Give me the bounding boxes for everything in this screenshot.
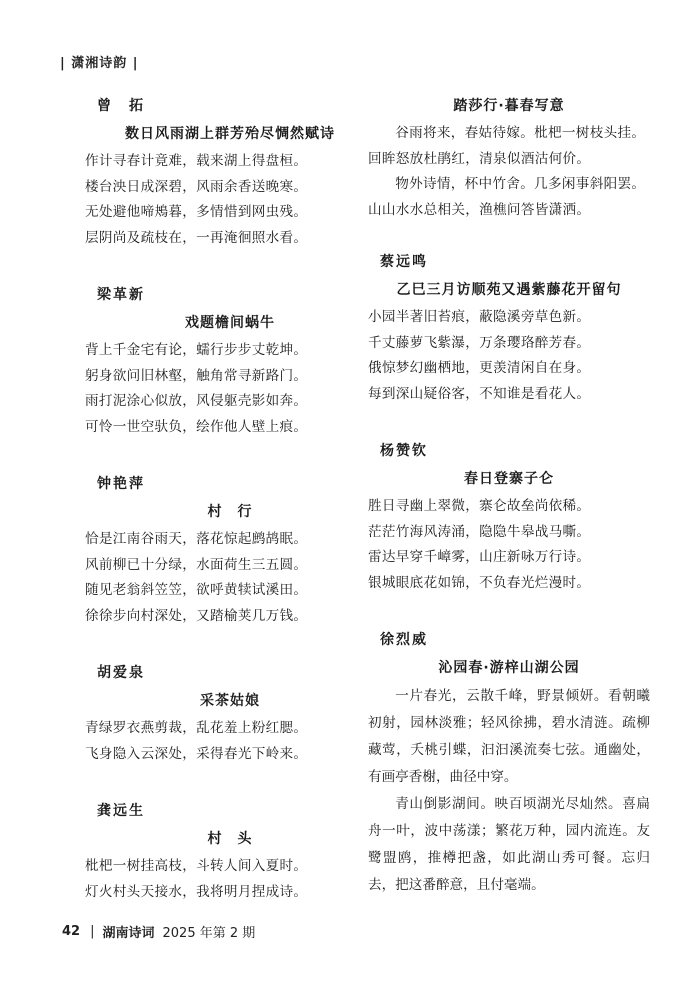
poem-line: 千丈藤萝飞紫瀑，万条璎珞醉芳春。	[368, 334, 591, 351]
poem-line: 银城眼底花如锦，不负春光烂漫时。	[368, 574, 591, 591]
poem-title: 沁园春·游梓山湖公园	[438, 660, 580, 676]
poem-title: 踏莎行·暮春写意	[453, 98, 565, 114]
poem	[368, 440, 650, 596]
poem-line: 谷雨将来，春姑待嫁。枇杷一树枝头挂。	[395, 125, 646, 141]
poem-line: 枇杷一树挂高枝，斗转人间入夏时。	[85, 858, 308, 874]
poem-line: 躬身欲问旧林壑，触角常寻新路门。	[85, 367, 308, 384]
poem	[85, 662, 375, 767]
poem-line: 茫茫竹海风涛涌，隐隐牛皋战马嘶。	[368, 523, 591, 540]
poem	[368, 95, 650, 223]
poem-line: 作计寻春计竟难，载来湖上得盘桓。	[85, 153, 308, 169]
poem-line: 山山水水总相关，渔樵问答皆潇洒。	[368, 201, 591, 218]
poem-title: 村 头	[207, 831, 253, 847]
poem-line: 灯火村头天接水，我将明月捏成诗。	[85, 883, 308, 900]
poem-title: 数日风雨湖上群芳殆尽惆然赋诗	[125, 126, 335, 142]
poem-line: 飞身隐入云深处，采得春光下岭来。	[85, 745, 308, 762]
poem-title: 村 行	[207, 504, 253, 520]
poem-line: 每到深山疑俗客，不知谁是看花人。	[368, 385, 591, 402]
poem	[368, 251, 650, 407]
poem-title: 采茶姑娘	[200, 693, 260, 709]
poem	[85, 284, 375, 440]
poet-name: 蔡远鸣	[380, 254, 428, 270]
poem-title: 春日登寨子仑	[464, 471, 554, 487]
poet-name: 徐烈威	[380, 632, 428, 648]
footer-separator: |	[90, 924, 95, 939]
poem	[85, 473, 375, 629]
magazine-name: 湖南诗词	[102, 926, 155, 941]
poet-name: 龚远生	[97, 803, 145, 819]
poet-name: 钟艳萍	[97, 476, 145, 492]
poet-name: 胡爱泉	[97, 665, 145, 681]
poem-line: 随见老翁斜笠笠，欲呼黄犊试溪田。	[85, 582, 308, 598]
poem-line: 小园半著旧苔痕，蔽隐溪旁草色新。	[368, 309, 591, 325]
poem	[85, 95, 375, 251]
poem-line: 风前柳已十分绿，水面荷生三五圆。	[85, 556, 308, 573]
left-column	[85, 95, 375, 938]
poem-title: 戏题檐间蜗牛	[185, 315, 275, 331]
poem	[85, 800, 375, 905]
poem-line: 无处避他啼鴂暮，多情惜到网虫残。	[85, 204, 308, 220]
page-footer	[62, 922, 255, 941]
page-number: 42	[62, 924, 81, 939]
issue-label: 2025 年第 2 期	[162, 926, 256, 941]
poem-line: 背上千金宅有论，蠕行步步丈乾坤。	[85, 342, 308, 358]
poem-line: 青绿罗衣燕剪裁，乱花羞上粉红腮。	[85, 720, 308, 736]
poem	[368, 629, 650, 899]
poem-line: 恰是江南谷雨天，落花惊起鹧鸪眠。	[85, 531, 308, 547]
poem-line: 层阴尚及疏枝在，一再淹徊照水看。	[85, 229, 308, 246]
poem-paragraph: 一片春光，云散千峰，野景倾妍。看朝曦初射，园林淡雅；轻风徐拂，碧水清涟。疏柳藏莺，夭桃引蝶，汩汩溪流奏七弦。通幽处，有画亭香榭，曲径中穿。	[368, 688, 650, 785]
poem-line: 徐徐步向村深处，又踏榆荚几万钱。	[85, 607, 308, 624]
poet-name: 曾 拓	[97, 98, 145, 114]
poem-line: 雨打泥涂心似放，风侵躯壳影如奔。	[85, 393, 308, 409]
right-column	[368, 95, 650, 932]
poem-paragraph: 青山倒影湖间。映百顷湖光尽灿然。喜扁舟一叶，波中荡漾；繁花万种，园内流连。友鹭盟鸥，推樽把盏，如此湖山秀可餐。忘归去，把这番醉意，且付毫端。	[368, 796, 650, 893]
poem-line: 胜日寻幽上翠微，寨仑故垒尚依稀。	[368, 498, 591, 514]
poem-line: 回眸怒放杜鹃红，清泉似酒沽何价。	[368, 150, 591, 167]
section-label: | 潇湘诗韵 |	[60, 56, 139, 71]
poem-line: 可怜一世空驮负，绘作他人壁上痕。	[85, 418, 308, 435]
poet-name: 杨赞钦	[380, 443, 428, 459]
poem-line: 物外诗情，杯中竹舍。几多闲事斜阳罢。	[395, 176, 646, 192]
poet-name: 梁革新	[97, 287, 145, 303]
poem-line: 俄惊梦幻幽栖地，更羡清闲自在身。	[368, 360, 591, 376]
poem-title: 乙巳三月访顺苑又遇紫藤花开留句	[396, 282, 622, 298]
poem-line: 雷达早穿千嶂雾，山庄新咏万行诗。	[368, 549, 591, 565]
poem-line: 楼台泱日成深碧，风雨余香送晚寒。	[85, 178, 308, 195]
